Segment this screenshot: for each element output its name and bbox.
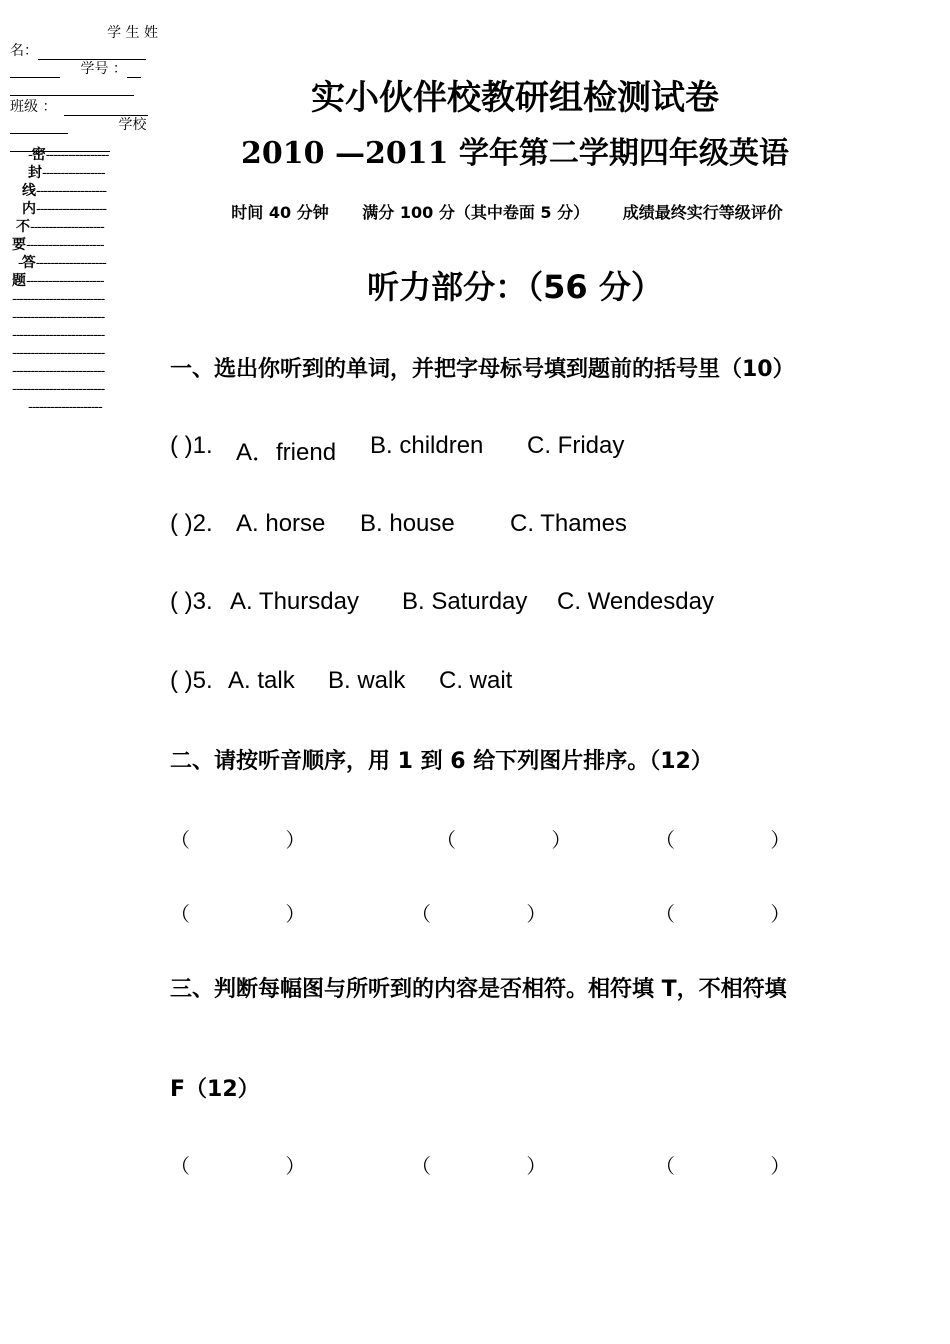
number-label: 学号 ： [80, 61, 127, 77]
seal-dash-line: ------------------------- [12, 382, 105, 397]
seal-line-8: 题--------------------- [12, 273, 104, 289]
seal-line-2: 封----------------- [28, 165, 105, 181]
seal-line-5: 不-------------------- [16, 219, 104, 235]
option-a: A. Thursday [230, 588, 359, 615]
seal-char: 不 [16, 219, 30, 235]
seal-dash-line: ------------------------- [12, 292, 105, 307]
seal-char: 线 [22, 183, 36, 199]
section1-title: 一、选出你听到的单词，并把字母标号填到题前的括号里（10） [170, 357, 795, 382]
seal-dash-line: -------------------- [28, 400, 102, 415]
name-label-cont: 名： [10, 43, 38, 59]
name-label: 学 生 姓 [107, 25, 158, 41]
school-label: 学校 [118, 117, 147, 133]
question-number: ( )2. [170, 510, 213, 537]
seal-dash-line: ------------------------- [12, 310, 105, 325]
seal-dash-line: ------------------------- [12, 346, 105, 361]
seal-char: 要 [12, 237, 26, 253]
seal-line-7: -答------------------- [18, 255, 106, 271]
answer-blank[interactable]: （ ） [170, 902, 306, 926]
question-3 [170, 588, 714, 616]
option-c: C. Friday [527, 432, 625, 459]
option-c: C. wait [439, 667, 513, 694]
option-a: A. horse [236, 510, 326, 537]
option-c: C. Wendesday [557, 588, 714, 615]
exam-title: 实小伙伴校教研组检测试卷 [311, 78, 719, 118]
option-b: B. house [360, 510, 455, 537]
exam-grading: 成绩最终实行等级评价 [622, 203, 783, 222]
option-a: A. talk [228, 667, 295, 694]
seal-line-4: 内------------------- [22, 201, 107, 217]
name-field-row [10, 42, 158, 60]
option-c: C. Thames [510, 510, 627, 537]
exam-time: 时间 40 分钟 [231, 203, 329, 222]
seal-line-3: 线------------------- [22, 183, 107, 199]
seal-char: 内 [22, 201, 36, 217]
question-1 [170, 432, 625, 466]
answer-blank[interactable]: （ ） [411, 1154, 547, 1178]
section3-title: 三、判断每幅图与所听到的内容是否相符。相符填 T，不相符填 [170, 977, 787, 1002]
question-number: ( )3. [170, 588, 213, 615]
question-number: ( )5. [170, 667, 213, 694]
question-5 [170, 667, 513, 695]
exam-info [0, 200, 950, 223]
name-field[interactable] [38, 45, 146, 60]
listening-section-title: 听力部分：（56 分） [367, 268, 663, 306]
seal-char: 封 [28, 165, 42, 181]
answer-blank[interactable]: （ ） [170, 1154, 306, 1178]
seal-char: 题 [12, 273, 26, 289]
seal-dash-line: ------------------------- [12, 364, 105, 379]
question-number: ( )1. [170, 432, 213, 459]
section3-title-cont: F（12） [170, 1077, 260, 1102]
seal-line-6: 要--------------------- [12, 237, 104, 253]
seal-line-1: -密----------------- [28, 147, 109, 163]
option-b: B. Saturday [402, 588, 528, 615]
option-b: B. children [370, 432, 484, 459]
section2-title: 二、请按听音顺序，用 1 到 6 给下列图片排序。（12） [170, 749, 713, 774]
seal-char: 答 [21, 255, 36, 271]
answer-blank[interactable]: （ ） [655, 828, 791, 852]
seal-char: 密 [31, 147, 46, 163]
answer-blank[interactable]: （ ） [170, 828, 306, 852]
seal-dash-line: ------------------------- [12, 328, 105, 343]
class-label: 班级 ： [10, 99, 57, 115]
exam-subtitle: 2010 —2011 学年第二学期四年级英语 [241, 136, 789, 171]
answer-blank[interactable]: （ ） [655, 902, 791, 926]
answer-blank[interactable]: （ ） [411, 902, 547, 926]
answer-blank[interactable]: （ ） [436, 828, 572, 852]
question-2 [170, 510, 627, 538]
exam-score: 满分 100 分（其中卷面 5 分） [362, 203, 590, 222]
option-a: A．friend [236, 439, 337, 466]
option-b: B. walk [328, 667, 406, 694]
answer-blank[interactable]: （ ） [655, 1154, 791, 1178]
